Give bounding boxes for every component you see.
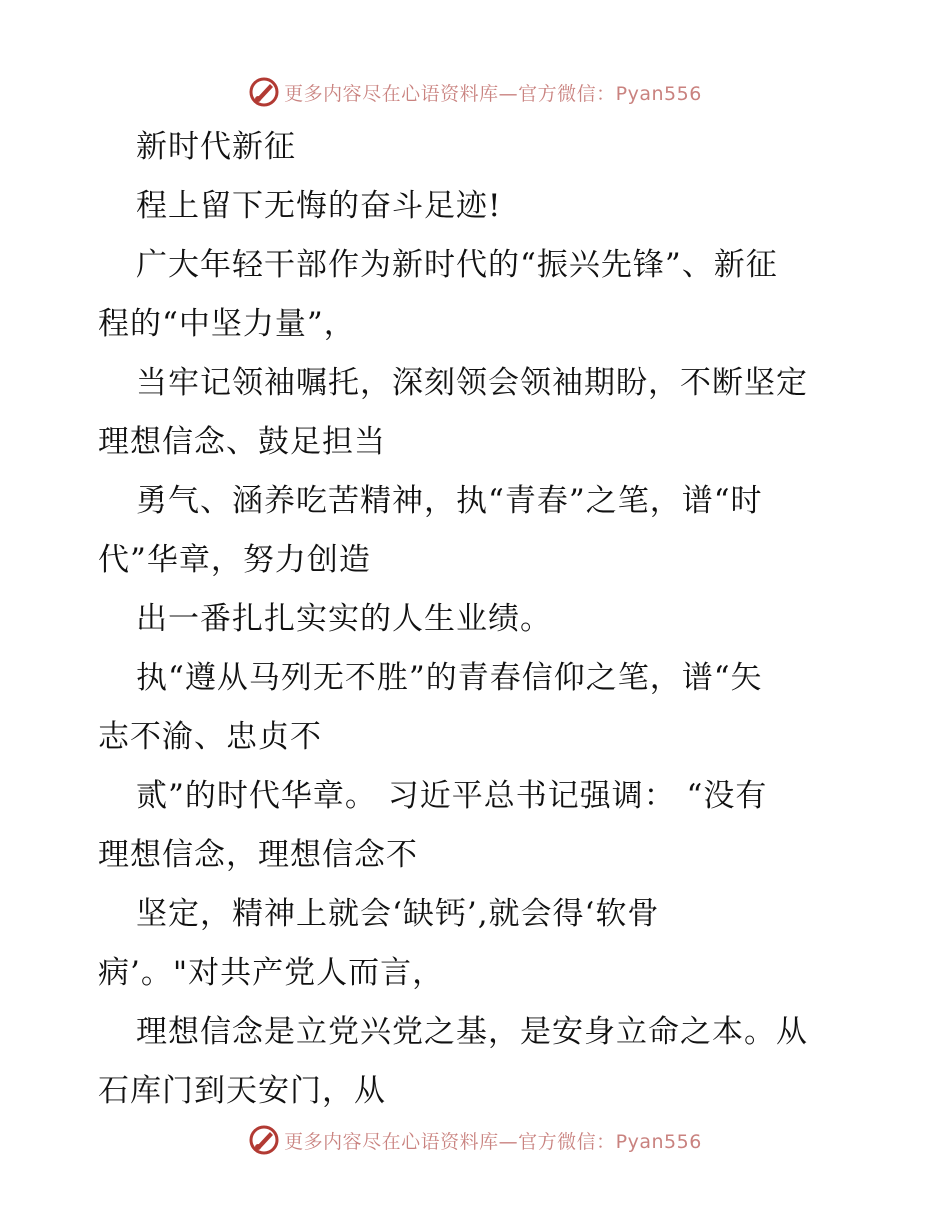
text-line: 执“遵从马列无不胜”的青春信仰之笔，谱“矢 <box>136 660 763 696</box>
text-line: 志不渝、忠贞不 <box>98 719 322 755</box>
text-line: 当牢记领袖嘱托，深刻领会领袖期盼，不断坚定 <box>136 365 808 401</box>
red-seal-logo-icon <box>248 1124 280 1156</box>
banner-text <box>284 1127 702 1154</box>
banner-label: 更多内容尽在心语资料库—官方微信： <box>284 1130 616 1153</box>
banner-wechat-id: Pyan556 <box>615 1130 702 1153</box>
text-line: 广大年轻干部作为新时代的“振兴先锋”、新征 <box>136 247 778 283</box>
text-line: 石库门到天安门，从 <box>98 1073 386 1109</box>
document-body <box>98 118 858 1121</box>
text-line: 程的“中坚力量”， <box>98 306 356 342</box>
header-banner <box>0 72 950 112</box>
text-line: 代”华章，努力创造 <box>98 542 371 578</box>
text-line: 坚定，精神上就会‘缺钙’,就会得‘软骨 <box>136 896 660 932</box>
banner-wechat-id: Pyan556 <box>615 82 702 105</box>
banner-text <box>284 79 702 106</box>
text-line: 理想信念、鼓足担当 <box>98 424 386 460</box>
banner-label: 更多内容尽在心语资料库—官方微信： <box>284 82 616 105</box>
text-line: 病’。"对共产党人而言， <box>98 955 445 991</box>
text-line: 理想信念，理想信念不 <box>98 837 418 873</box>
footer-banner <box>0 1120 950 1160</box>
red-seal-logo-icon <box>248 76 280 108</box>
text-line: 程上留下无悔的奋斗足迹! <box>136 188 502 224</box>
text-line: 勇气、涵养吃苦精神，执“青春”之笔，谱“时 <box>136 483 763 519</box>
text-line: 新时代新征 <box>136 129 296 165</box>
text-line: 贰”的时代华章。 习近平总书记强调： “没有 <box>136 778 768 814</box>
text-line: 出一番扎扎实实的人生业绩。 <box>136 601 552 637</box>
text-line: 理想信念是立党兴党之基，是安身立命之本。从 <box>136 1014 808 1050</box>
